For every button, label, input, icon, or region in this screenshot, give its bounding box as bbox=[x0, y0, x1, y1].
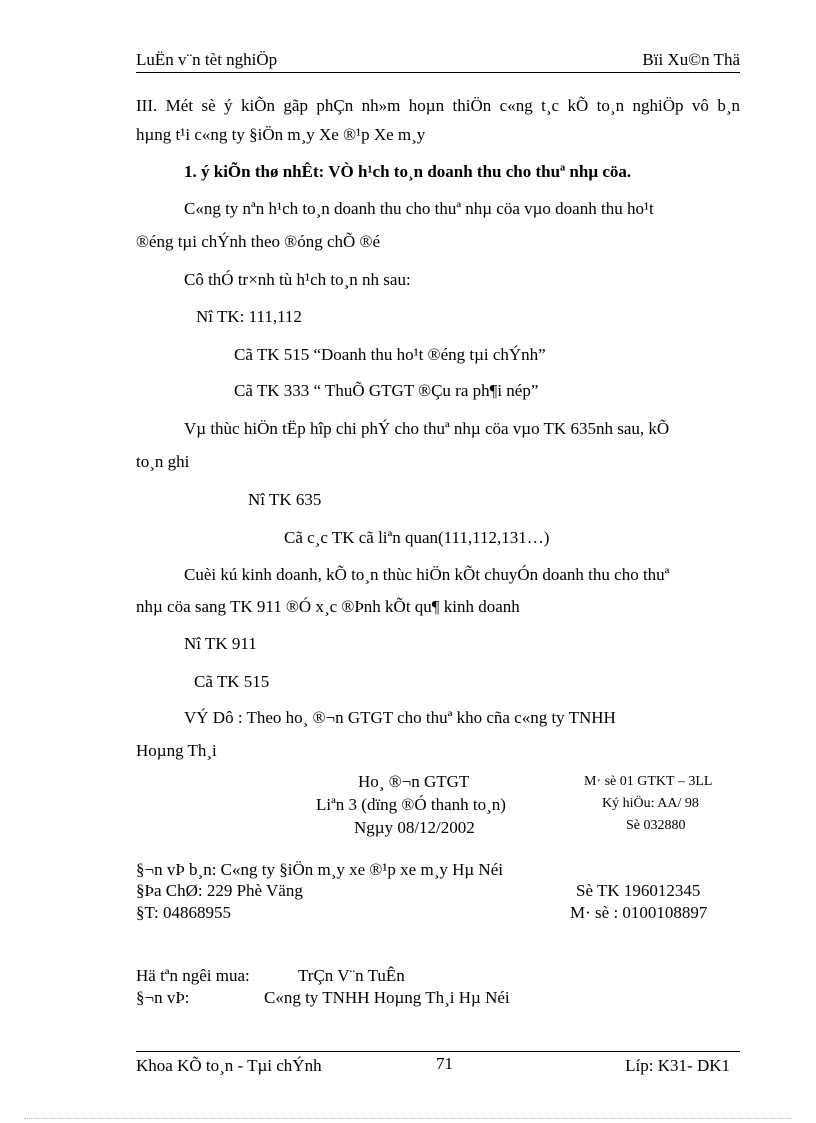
paragraph-4-line1: Cuèi kú kinh doanh, kÕ to¸n thùc hiÖn kÕt chuyÓn doanh thu cho thuª bbox=[184, 565, 670, 584]
entry-2-debit: Nî TK 635 bbox=[248, 490, 322, 509]
invoice-date: Ngµy 08/12/2002 bbox=[354, 818, 475, 837]
invoice-symbol: Ký hiÖu: AA/ 98 bbox=[602, 796, 699, 811]
section-title-line2: hµng t¹i c«ng ty §iÖn m¸y Xe ®¹p Xe m¸y bbox=[136, 125, 426, 144]
footer-right: Líp: K31- DK1 bbox=[625, 1056, 730, 1075]
footer-left: Khoa KÕ to¸n - Tµi chÝnh bbox=[136, 1056, 322, 1075]
entry-1-credit-1: Cã TK 515 “Doanh thu ho¹t ®éng tµi chÝnh” bbox=[234, 345, 546, 364]
invoice-unit-name: C«ng ty TNHH Hoµng Th¸i Hµ Néi bbox=[264, 988, 510, 1007]
example-line2: Hoµng Th¸i bbox=[136, 741, 217, 760]
entry-3-credit: Cã TK 515 bbox=[194, 672, 270, 691]
footer-rule bbox=[136, 1051, 740, 1052]
entry-1-debit: Nî TK: 111,112 bbox=[196, 307, 302, 326]
invoice-copy: Liªn 3 (dïng ®Ó thanh to¸n) bbox=[316, 795, 506, 814]
entry-1-credit-2: Cã TK 333 “ ThuÕ GTGT ®Çu ra ph¶i nép” bbox=[234, 381, 539, 400]
invoice-phone: §T: 04868955 bbox=[136, 903, 232, 922]
invoice-seller: §¬n vÞ b¸n: C«ng ty §iÖn m¸y xe ®¹p xe m¸y Hµ Néi bbox=[136, 860, 503, 879]
paragraph-1-line2: ®éng tµi chÝnh theo ®óng chÕ ®é bbox=[136, 232, 380, 251]
header-left: LuËn v¨n tèt nghiÖp bbox=[136, 50, 278, 69]
invoice-title: Ho¸ ®¬n GTGT bbox=[358, 772, 470, 791]
page-edge-divider bbox=[24, 1118, 792, 1119]
paragraph-4-line2: nhµ cöa sang TK 911 ®Ó x¸c ®Þnh kÕt qu¶ kinh doanh bbox=[136, 597, 520, 616]
invoice-unit-label: §¬n vÞ: bbox=[136, 988, 190, 1007]
page-number: 71 bbox=[436, 1054, 453, 1073]
section-title-line1: III. Mét sè ý kiÕn gãp phÇn nh»m hoµn thiÖn c«ng t¸c kÕ to¸n nghiÖp vô b¸n bbox=[136, 96, 740, 115]
invoice-serial-number: Sè 032880 bbox=[626, 818, 686, 833]
paragraph-2: Cô thÓ tr×nh tù h¹ch to¸n nh sau: bbox=[184, 270, 411, 289]
invoice-account: Sè TK 196012345 bbox=[576, 881, 701, 900]
invoice-buyer-name: TrÇn V¨n TuÊn bbox=[298, 966, 405, 985]
invoice-buyer-label: Hä tªn ngêi mua: bbox=[136, 966, 250, 985]
header-right: Bïi Xu©n Thä bbox=[642, 50, 740, 69]
header-rule bbox=[136, 72, 740, 73]
paragraph-3-line1: Vµ thùc hiÖn tËp hîp chi phÝ cho thuª nhµ cöa vµo TK 635nh sau, kÕ bbox=[184, 419, 670, 438]
example-line1: VÝ Dô : Theo ho¸ ®¬n GTGT cho thuª kho cña c«ng ty TNHH bbox=[184, 708, 616, 727]
invoice-form-number: M· sè 01 GTKT – 3LL bbox=[584, 774, 713, 789]
invoice-tax-code: M· sè : 0100108897 bbox=[570, 903, 708, 922]
paragraph-3-line2: to¸n ghi bbox=[136, 452, 190, 471]
invoice-address: §Þa ChØ: 229 Phè Väng bbox=[136, 881, 303, 900]
idea-heading: 1. ý kiÕn thø nhÊt: VÒ h¹ch to¸n doanh thu cho thuª nhµ cöa. bbox=[184, 162, 632, 181]
entry-3-debit: Nî TK 911 bbox=[184, 634, 257, 653]
entry-2-credit: Cã c¸c TK cã liªn quan(111,112,131…) bbox=[284, 528, 550, 547]
paragraph-1-line1: C«ng ty nªn h¹ch to¸n doanh thu cho thuª nhµ cöa vµo doanh thu ho¹t bbox=[184, 199, 654, 218]
